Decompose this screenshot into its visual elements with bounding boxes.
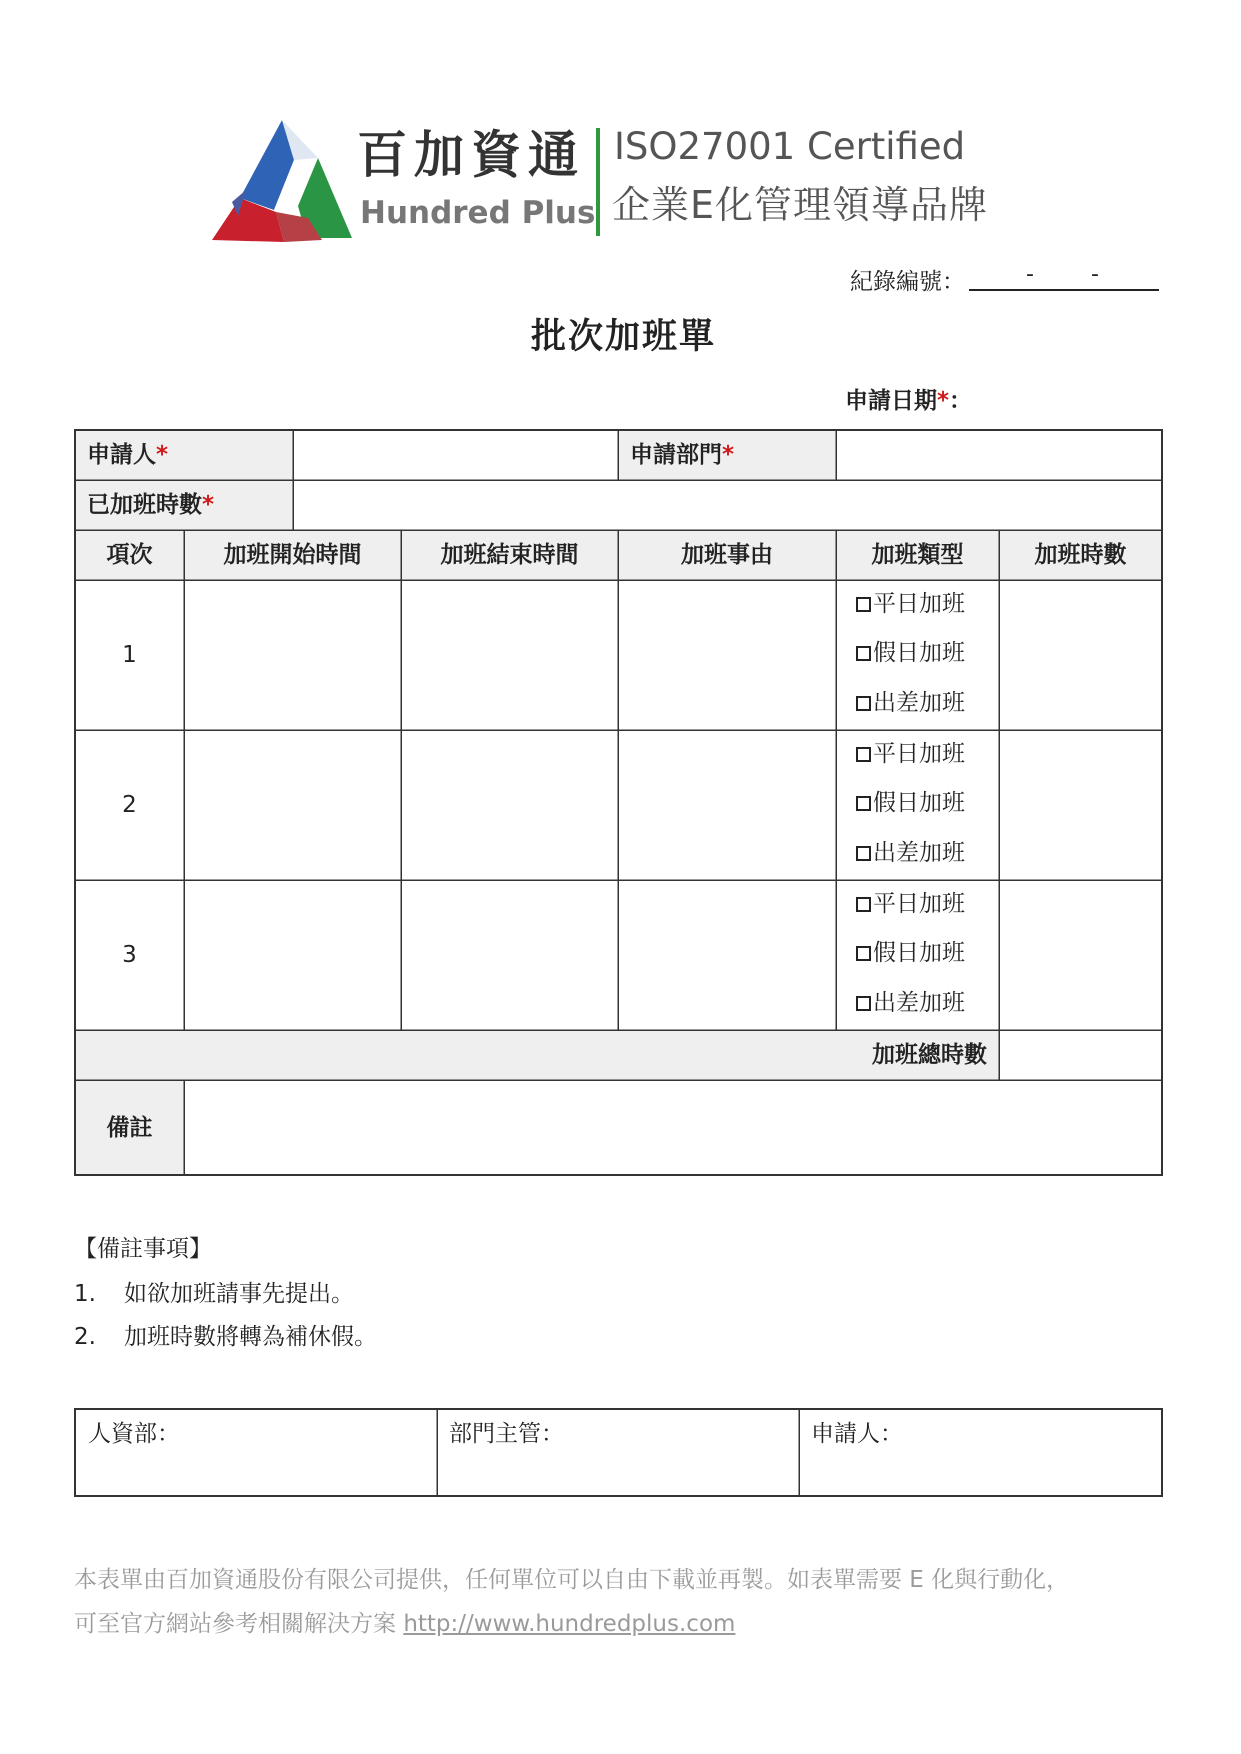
type-option-label: 假日加班	[873, 940, 965, 966]
total-hours-label: 加班總時數	[75, 1030, 999, 1080]
note-text: 如欲加班請事先提出。	[124, 1281, 354, 1307]
column-header-item-no: 項次	[75, 530, 184, 580]
type-option-label: 平日加班	[873, 741, 965, 767]
brand-chinese-name: 百加資通	[357, 126, 585, 184]
column-header-type: 加班類型	[836, 530, 999, 580]
column-header-hours: 加班時數	[999, 530, 1162, 580]
signature-applicant[interactable]: 申請人：	[811, 1421, 903, 1447]
type-option-label: 出差加班	[873, 990, 965, 1016]
required-star: *	[156, 442, 169, 468]
iso-certification: ISO27001 Certified	[614, 125, 966, 168]
type-option-label: 平日加班	[873, 891, 965, 917]
record-number-dash: -	[1026, 262, 1034, 287]
remarks-label: 備註	[75, 1080, 184, 1175]
signature-hr[interactable]: 人資部：	[88, 1421, 180, 1447]
note-number: 1.	[74, 1281, 96, 1307]
note-item	[74, 1277, 354, 1311]
type-option-label: 平日加班	[873, 591, 965, 617]
signature-department-manager[interactable]: 部門主管：	[449, 1421, 564, 1447]
row-number: 3	[122, 942, 137, 968]
brand-slogan: 企業E化管理領導品牌	[612, 183, 989, 227]
footer-line-1: 本表單由百加資通股份有限公司提供，任何單位可以自由下載並再製。如表單需要 E 化與行動化，	[74, 1567, 1070, 1593]
type-option-label: 假日加班	[873, 790, 965, 816]
column-header-end-time: 加班結束時間	[401, 530, 618, 580]
required-star: *	[202, 492, 215, 518]
row-number: 1	[122, 642, 137, 668]
type-option-label: 假日加班	[873, 640, 965, 666]
type-option-label: 出差加班	[873, 690, 965, 716]
required-star: *	[937, 388, 950, 414]
apply-date-colon: ：	[949, 388, 973, 414]
footer-text: 可至官方網站參考相關解決方案	[74, 1611, 404, 1637]
website-link[interactable]: http://www.hundredplus.com	[403, 1611, 736, 1637]
accumulated-hours-label-text: 已加班時數	[87, 492, 202, 518]
footer-line-2	[74, 1607, 735, 1641]
brand-english-name: Hundred Plus	[360, 195, 596, 231]
column-header-start-time: 加班開始時間	[184, 530, 401, 580]
apply-date-label: 申請日期	[845, 388, 937, 414]
notes-heading: 【備註事項】	[74, 1236, 212, 1262]
record-number-label: 紀錄編號：	[850, 269, 965, 295]
department-label-text: 申請部門	[630, 442, 722, 468]
type-option-label: 出差加班	[873, 840, 965, 866]
record-number-dash: -	[1091, 262, 1099, 287]
column-header-reason: 加班事由	[618, 530, 836, 580]
page-title: 批次加班單	[530, 317, 716, 357]
note-text: 加班時數將轉為補休假。	[124, 1324, 377, 1350]
row-number: 2	[122, 792, 137, 818]
note-number: 2.	[74, 1324, 96, 1350]
required-star: *	[722, 442, 735, 468]
note-item	[74, 1320, 377, 1354]
applicant-label-text: 申請人	[87, 442, 156, 468]
